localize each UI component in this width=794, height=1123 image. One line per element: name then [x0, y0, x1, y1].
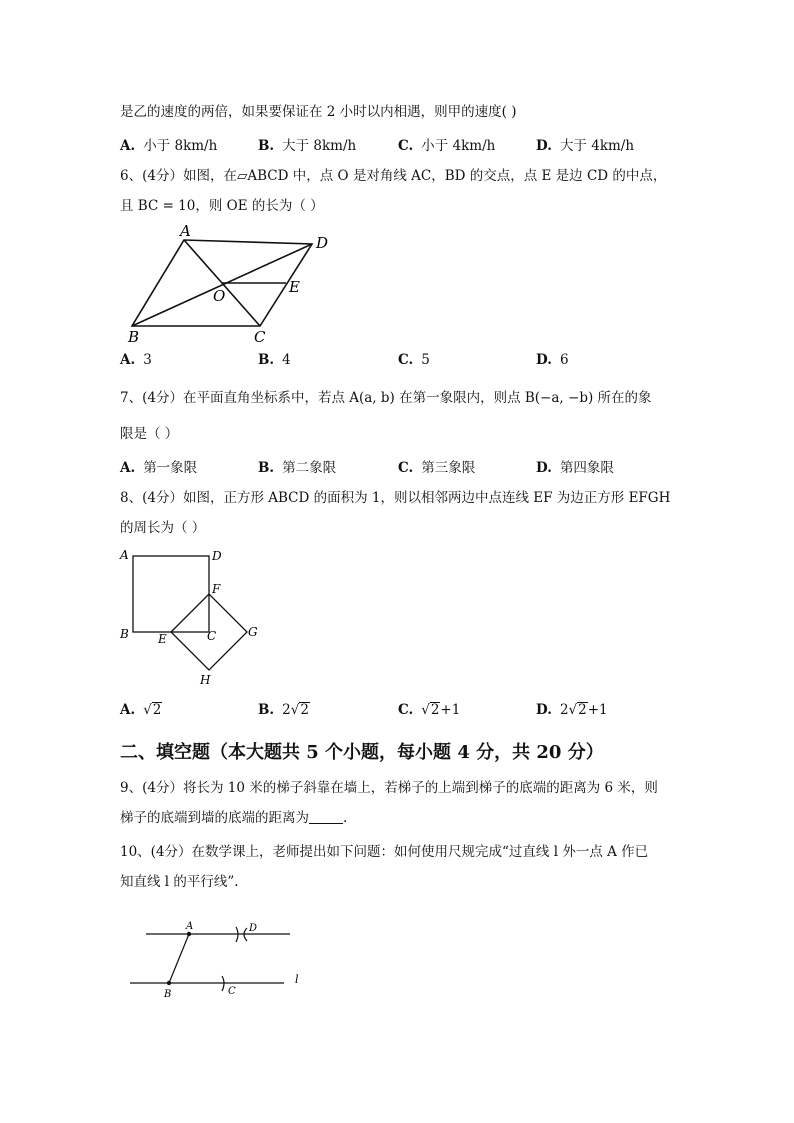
q10-segment-ab: [169, 934, 189, 983]
q8-option-d[interactable]: D. 2√2+1: [536, 702, 608, 718]
q8-label-f: F: [212, 582, 221, 596]
q8-label-h: H: [200, 673, 211, 687]
q8-label-g: G: [248, 625, 258, 639]
q7-option-b[interactable]: B. 第二象限: [258, 460, 337, 476]
q8-text-line2: 的周长为（ ）: [120, 520, 206, 536]
q8-label-c: C: [207, 629, 217, 643]
q6-text-line1: 6、(4分）如图，在▱ABCD 中，点 O 是对角线 AC，BD 的交点，点 E 是边 CD 的中点，: [120, 168, 667, 184]
q9-answer-blank[interactable]: [309, 809, 343, 824]
q5-option-b[interactable]: B. 大于 8km/h: [258, 138, 357, 154]
q7-options: [120, 456, 680, 476]
q5-option-c[interactable]: C. 小于 4km/h: [398, 138, 496, 154]
q8-option-b[interactable]: B. 2√2: [258, 702, 309, 718]
q6-text-line2: 且 BC = 10，则 OE 的长为（ ）: [120, 198, 324, 214]
q9-text-line1: 9、(4分）将长为 10 米的梯子斜靠在墙上，若梯子的上端到梯子的底端的距离为 6 米，则: [120, 780, 658, 796]
q7-option-c[interactable]: C. 第三象限: [398, 460, 476, 476]
q10-label-l: l: [295, 973, 299, 986]
q10-label-b: B: [164, 989, 172, 1000]
q6-diagonal-bd: [132, 244, 312, 326]
q6-option-d[interactable]: D. 6: [536, 352, 569, 368]
q7-text-line1: 7、(4分）在平面直角坐标系中，若点 A(a, b) 在第一象限内，则点 B(−a, −b) 所在的象: [120, 390, 652, 406]
q6-parallelogram-figure: [120, 222, 350, 347]
q8-option-c[interactable]: C. √2+1: [398, 702, 461, 718]
q7-text-line2: 限是（ ）: [120, 426, 179, 442]
q10-label-c: C: [228, 986, 236, 997]
q10-construction-figure: [124, 916, 314, 1002]
q6-label-c: C: [254, 328, 266, 346]
q6-option-a[interactable]: A. 3: [120, 352, 152, 368]
q6-label-d: D: [316, 234, 329, 252]
q6-label-o: O: [213, 287, 226, 305]
q10-text-line1: 10、(4分）在数学课上，老师提出如下问题：如何使用尺规完成“过直线 l 外一点 A 作已: [120, 844, 649, 860]
q8-label-a: A: [120, 548, 129, 562]
q6-option-c[interactable]: C. 5: [398, 352, 430, 368]
q7-option-d[interactable]: D. 第四象限: [536, 460, 614, 476]
section-2-heading: 二、填空题（本大题共 5 个小题，每小题 4 分，共 20 分）: [120, 742, 604, 763]
q5-option-d[interactable]: D. 大于 4km/h: [536, 138, 635, 154]
q8-label-d: D: [212, 549, 222, 563]
q6-options: [120, 352, 680, 372]
q8-text-line1: 8、(4分）如图，正方形 ABCD 的面积为 1，则以相邻两边中点连线 EF 为边正方形 EFGH: [120, 490, 671, 506]
q5-options: [120, 134, 680, 154]
q5-text: 是乙的速度的两倍，如果要保证在 2 小时以内相遇，则甲的速度( ): [120, 104, 517, 120]
q6-option-b[interactable]: B. 4: [258, 352, 291, 368]
q10-point-a: [187, 932, 191, 936]
q6-label-a: A: [180, 222, 191, 240]
q9-text: 梯子的底端到墙的底端的距离为: [120, 810, 309, 826]
q10-point-b: [167, 981, 171, 985]
q9-text-line2: 梯子的底端到墙的底端的距离为 .: [120, 810, 348, 826]
q6-label-e: E: [289, 278, 300, 296]
q8-square-abcd: [133, 556, 209, 632]
q8-option-a[interactable]: A. √2: [120, 702, 162, 718]
q10-label-d: D: [249, 923, 258, 934]
q8-label-b: B: [120, 627, 129, 641]
q7-option-a[interactable]: A. 第一象限: [120, 460, 198, 476]
q10-text-line2: 知直线 l 的平行线”.: [120, 874, 239, 890]
q10-label-a: A: [186, 921, 194, 932]
q8-options: [120, 702, 680, 722]
q6-label-b: B: [128, 328, 140, 346]
q8-square-figure: [116, 544, 266, 689]
q8-label-e: E: [158, 632, 167, 646]
q5-option-a[interactable]: A. 小于 8km/h: [120, 138, 218, 154]
